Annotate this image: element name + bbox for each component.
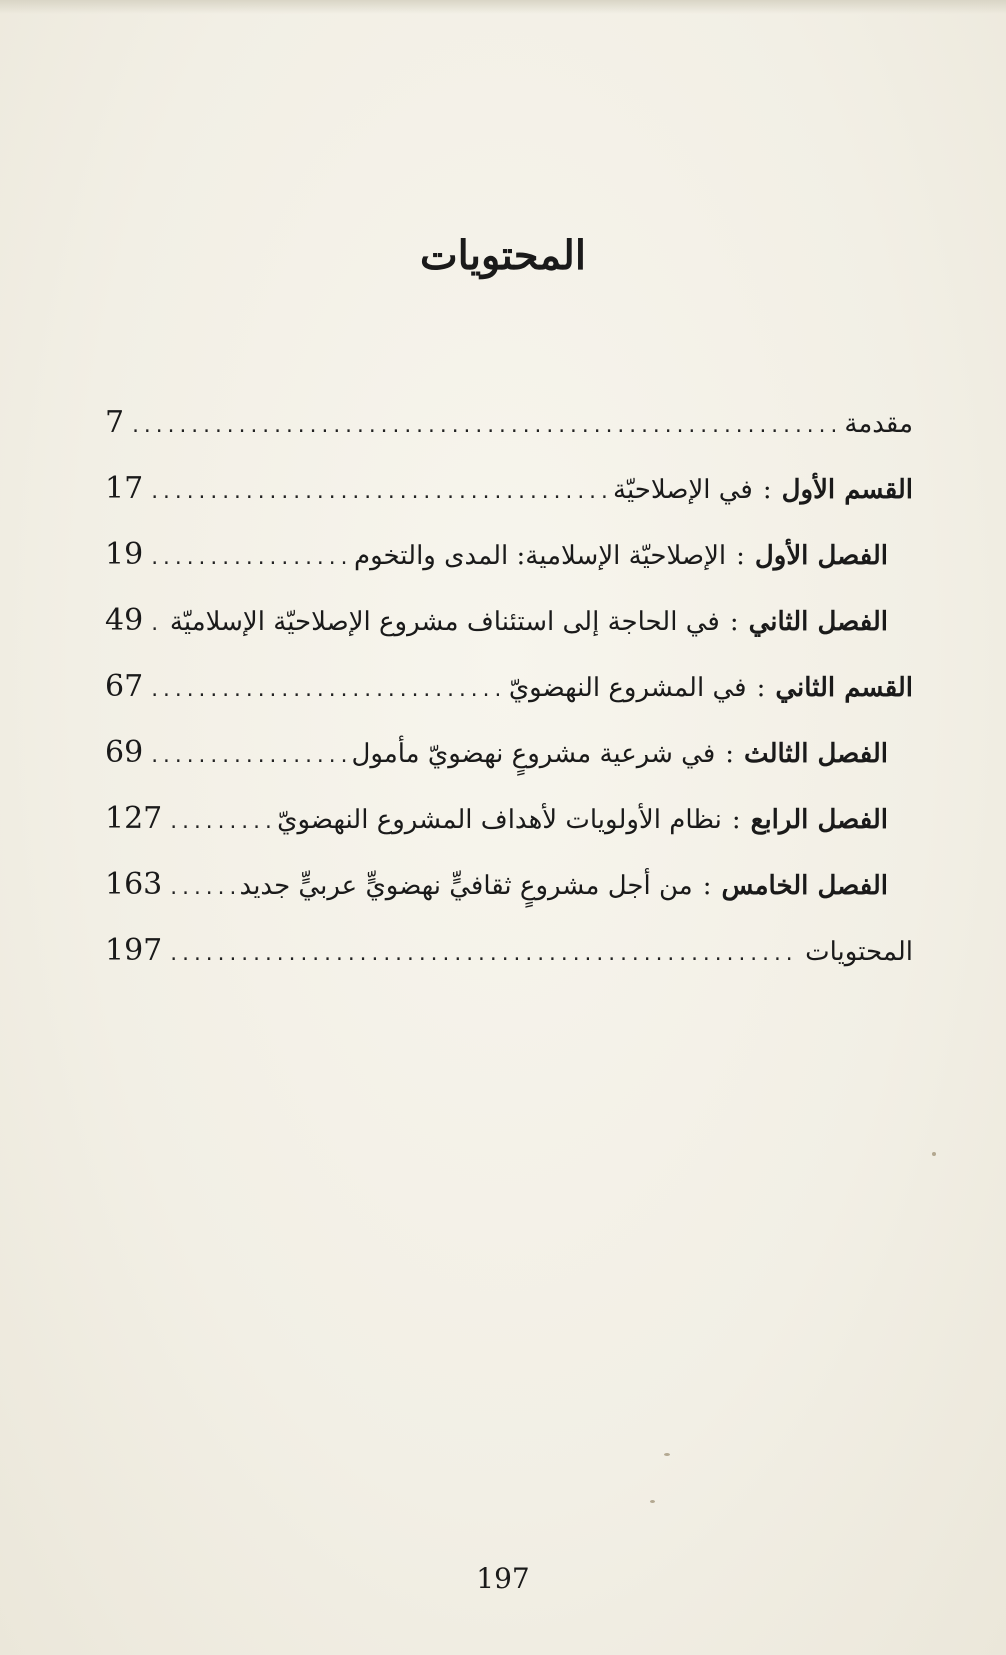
- toc-entry: [105, 669, 913, 735]
- toc-entry-page-number: 7: [105, 405, 125, 440]
- toc-entry-label: القسم الثاني: [775, 673, 913, 703]
- toc-entry-separator: :: [736, 541, 745, 571]
- dot-leader: [149, 548, 348, 569]
- toc-entry-page-number: 69: [105, 735, 144, 770]
- toc-entry-page-number: 197: [105, 933, 163, 968]
- toc-entry-separator: :: [729, 607, 739, 637]
- toc-entry-label: الفصل الخامس: [721, 871, 888, 901]
- dot-leader: [149, 614, 164, 635]
- toc-entry-label: الفصل الثاني: [748, 607, 888, 637]
- toc-entry-title: الإصلاحيّة الإسلامية: المدى والتخوم: [353, 541, 727, 571]
- toc-entry-separator: :: [725, 739, 735, 769]
- table-of-contents: [105, 405, 913, 999]
- toc-entry-separator: :: [731, 805, 741, 835]
- toc-entry-title: في شرعية مشروعٍ نهضويّ مأمول: [351, 739, 716, 769]
- toc-entry-label: الفصل الرابع: [750, 805, 888, 835]
- dot-leader: [130, 416, 838, 437]
- dot-leader: [149, 746, 345, 767]
- toc-entry: [105, 801, 913, 867]
- dot-leader: [168, 878, 233, 899]
- toc-entry-text: [170, 607, 888, 637]
- dot-leader: [168, 812, 271, 833]
- toc-entry-title: في الحاجة إلى استئناف مشروع الإصلاحيّة الإسلاميّة: [169, 607, 720, 637]
- toc-entry-title: في الإصلاحيّة: [613, 475, 753, 505]
- toc-entry-title: مقدمة: [844, 409, 913, 439]
- toc-entry-page-number: 67: [105, 669, 144, 704]
- paper-speck: [664, 1453, 670, 1456]
- toc-entry-separator: :: [762, 475, 772, 505]
- toc-entry-label: الفصل الثالث: [744, 739, 888, 769]
- toc-entry-title: المحتويات: [805, 937, 913, 967]
- toc-entry-title: من أجل مشروعٍ ثقافيٍّ نهضويٍّ عربيٍّ جديد: [239, 871, 693, 901]
- dot-leader: [149, 482, 607, 503]
- toc-entry: [105, 471, 913, 537]
- toc-entry-page-number: 49: [105, 603, 144, 638]
- paper-speck: [932, 1152, 936, 1156]
- toc-entry: [105, 405, 913, 471]
- toc-entry-title: في المشروع النهضويّ: [508, 673, 747, 703]
- toc-entry-page-number: 19: [105, 537, 144, 572]
- toc-entry-label: القسم الأول: [781, 475, 913, 505]
- toc-entry: [105, 735, 913, 801]
- toc-entry: [105, 933, 913, 999]
- toc-entry: [105, 603, 913, 669]
- toc-entry-separator: :: [756, 673, 766, 703]
- toc-entry-text: [277, 805, 888, 835]
- toc-entry: [105, 867, 913, 933]
- dot-leader: [168, 944, 799, 965]
- toc-entry-separator: :: [702, 871, 712, 901]
- dot-leader: [149, 680, 503, 701]
- toc-entry-text: [805, 937, 913, 967]
- toc-entry-text: [613, 475, 913, 505]
- toc-entry-label: الفصل الأول: [754, 541, 888, 571]
- toc-entry-title: نظام الأولويات لأهداف المشروع النهضويّ: [277, 805, 722, 835]
- toc-entry-text: [240, 871, 888, 901]
- toc-entry-text: [354, 541, 888, 571]
- toc-entry-text: [352, 739, 889, 769]
- page-top-edge-shadow: [0, 0, 1006, 14]
- paper-speck: [650, 1500, 655, 1503]
- toc-entry-page-number: 163: [105, 867, 163, 902]
- toc-entry-page-number: 127: [105, 801, 163, 836]
- page-title: المحتويات: [420, 232, 586, 279]
- toc-entry-text: [509, 673, 913, 703]
- toc-entry-text: [844, 409, 913, 439]
- toc-entry: [105, 537, 913, 603]
- toc-entry-page-number: 17: [105, 471, 144, 506]
- page-number: 197: [476, 1562, 530, 1595]
